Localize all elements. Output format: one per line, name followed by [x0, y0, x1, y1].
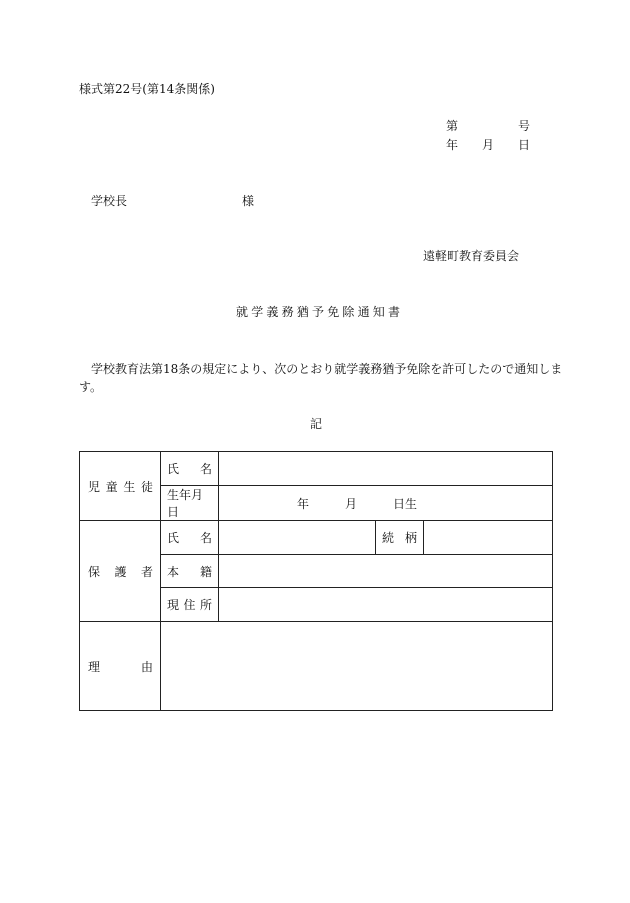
guardian-relation-value[interactable] [424, 521, 553, 555]
dob-month: 月 [345, 496, 358, 511]
guardian-address-label: 現 住 所 [167, 598, 212, 612]
table-row-student-name [80, 452, 553, 486]
body-line-2: す。 [79, 380, 103, 394]
addressee-sama: 様 [242, 194, 255, 208]
guardian-relation-label: 続 柄 [382, 531, 417, 545]
guardian-name-label: 氏 名 [167, 531, 212, 545]
guardian-address-value[interactable] [219, 588, 553, 622]
student-dob-value[interactable] [219, 486, 553, 521]
form-number: 様式第22号(第14条関係) [79, 82, 215, 96]
student-name-label-cell [161, 452, 219, 486]
student-label-cell [80, 452, 161, 521]
body-line-1: 学校教育法第18条の規定により、次のとおり就学義務猶予免除を許可したので通知しま [91, 362, 563, 376]
doc-number-dai: 第 [446, 119, 459, 133]
date-month: 月 [482, 138, 495, 152]
ki-label: 記 [310, 417, 323, 431]
guardian-label-cell [80, 521, 161, 622]
guardian-name-label-cell [161, 521, 219, 555]
student-dob-label-cell [161, 486, 219, 521]
date-year: 年 [446, 138, 459, 152]
doc-title: 就学義務猶予免除通知書 [236, 305, 404, 319]
student-name-value[interactable] [219, 452, 553, 486]
reason-label-cell [80, 622, 161, 711]
info-table [79, 451, 553, 711]
guardian-honseki-value[interactable] [219, 555, 553, 588]
dob-day: 日生 [393, 496, 418, 511]
guardian-honseki-label: 本 籍 [167, 564, 212, 579]
issuer-name: 遠軽町教育委員会 [423, 249, 520, 263]
table-row-guardian-name [80, 521, 553, 555]
doc-number-go: 号 [518, 119, 531, 133]
reason-label: 理 由 [88, 659, 153, 674]
date-day: 日 [518, 138, 531, 152]
guardian-label: 保 護 者 [88, 564, 153, 579]
table-row-reason [80, 622, 553, 711]
guardian-honseki-label-cell [161, 555, 219, 588]
student-dob-label: 生年月日 [167, 488, 204, 519]
dob-year: 年 [297, 496, 310, 511]
guardian-address-label-cell [161, 588, 219, 622]
student-label: 児 童 生 徒 [88, 479, 153, 494]
guardian-name-value[interactable] [219, 521, 376, 555]
guardian-relation-label-cell [376, 521, 424, 555]
addressee-title: 学校長 [91, 194, 128, 208]
reason-value[interactable] [161, 622, 553, 711]
student-name-label: 氏 名 [167, 462, 212, 476]
